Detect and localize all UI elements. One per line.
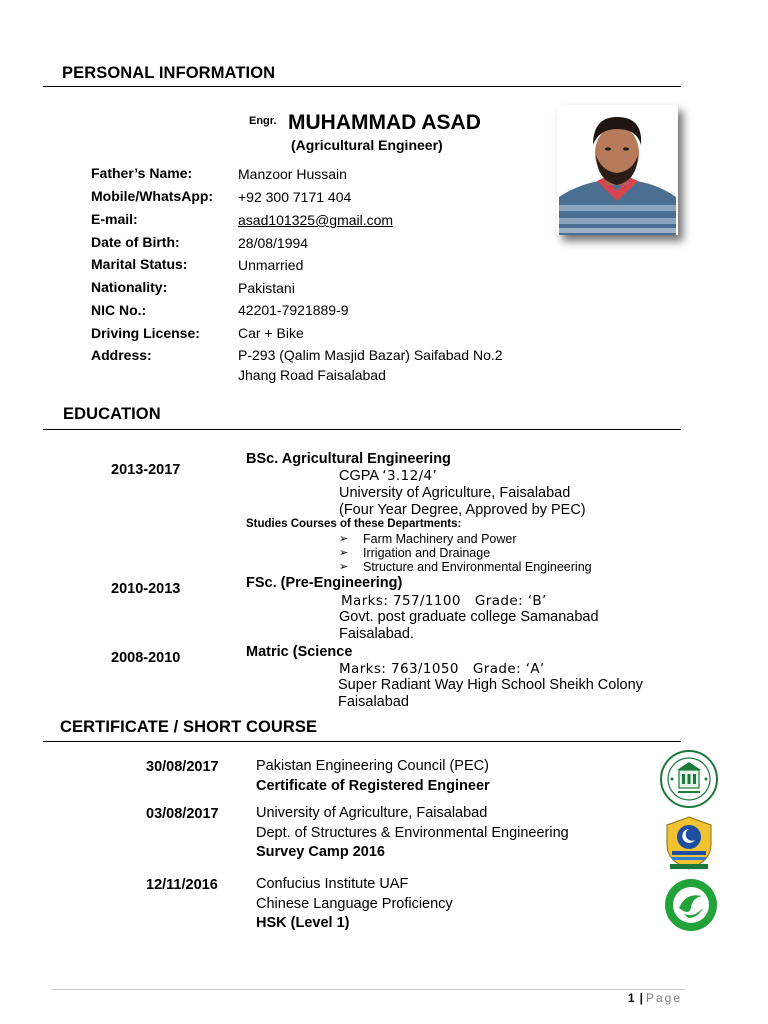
- section-heading-personal: PERSONAL INFORMATION: [62, 64, 276, 82]
- certificate-issuer: Confucius Institute UAF: [256, 876, 409, 892]
- label-fathers-name: Father’s Name:: [91, 165, 193, 181]
- page-number: 1: [627, 991, 637, 1005]
- section-divider: [43, 741, 681, 742]
- certificate-department: Dept. of Structures & Environmental Engineering: [256, 824, 569, 841]
- education-years-bsc: 2013-2017: [111, 462, 181, 478]
- value-dob: 28/08/1994: [238, 235, 309, 251]
- certificate-title: Certificate of Registered Engineer: [256, 777, 490, 794]
- arrow-bullet-icon: ➢: [339, 533, 349, 545]
- label-nic: NIC No.:: [91, 302, 147, 318]
- education-cgpa: [339, 468, 437, 484]
- education-marks-matric: Marks: 763/1050 Grade: ‘A’: [339, 661, 545, 677]
- uaf-logo-icon: [664, 815, 714, 871]
- certificate-date: 03/08/2017: [146, 806, 219, 822]
- footer-divider: [52, 989, 686, 990]
- value-fathers-name: Manzoor Hussain: [238, 166, 347, 182]
- education-note-bsc: (Four Year Degree, Approved by PEC): [339, 502, 586, 518]
- cgpa-label: CGPA: [339, 468, 379, 484]
- certificate-entry: [256, 875, 453, 934]
- section-divider: [43, 86, 681, 87]
- courses-heading: Studies Courses of these Departments:: [246, 518, 462, 530]
- education-institution-bsc: University of Agriculture, Faisalabad: [339, 485, 571, 501]
- education-degree-matric: Matric (Science: [246, 644, 353, 660]
- name-prefix: Engr.: [249, 115, 277, 127]
- cgpa-value: ‘3.12/4’: [382, 468, 438, 484]
- value-address-line1: P-293 (Qalim Masjid Bazar) Saifabad No.2: [238, 347, 503, 363]
- certificate-subject: Chinese Language Proficiency: [256, 895, 453, 912]
- education-degree-fsc: FSc. (Pre-Engineering): [246, 575, 403, 591]
- label-driving-license: Driving License:: [91, 325, 200, 341]
- value-address-line2: Jhang Road Faisalabad: [238, 367, 386, 383]
- section-divider: [43, 429, 681, 430]
- education-institution-matric: Super Radiant Way High School Sheikh Colony: [338, 677, 643, 693]
- certificate-title: Survey Camp 2016: [256, 844, 385, 860]
- candidate-title: (Agricultural Engineer): [291, 137, 443, 153]
- course-list-item: ➢ Farm Machinery and Power: [339, 532, 517, 546]
- certificate-date: 30/08/2017: [146, 759, 219, 775]
- page-footer: 1 | Page: [627, 991, 682, 1005]
- education-years-fsc: 2010-2013: [111, 581, 181, 597]
- value-nic: 42201-7921889-9: [238, 302, 349, 318]
- course-list-item: ➢ Irrigation and Drainage: [339, 546, 491, 560]
- arrow-bullet-icon: ➢: [339, 561, 349, 573]
- education-marks-fsc: Marks: 757/1100 Grade: ‘B’: [341, 593, 547, 609]
- certificate-issuer: Pakistan Engineering Council (PEC): [256, 758, 489, 774]
- value-email-link[interactable]: asad101325@gmail.com: [238, 212, 394, 228]
- label-dob: Date of Birth:: [91, 234, 180, 250]
- pec-logo-icon: [660, 750, 718, 808]
- certificate-issuer: University of Agriculture, Faisalabad: [256, 805, 488, 821]
- label-mobile: Mobile/WhatsApp:: [91, 188, 214, 204]
- label-address: Address:: [91, 347, 152, 363]
- certificate-entry: [256, 757, 490, 796]
- certificate-date: 12/11/2016: [146, 877, 218, 893]
- education-city-matric: Faisalabad: [338, 694, 409, 710]
- education-years-matric: 2008-2010: [111, 650, 181, 666]
- education-city-fsc: Faisalabad.: [339, 626, 414, 642]
- certificate-title: HSK (Level 1): [256, 915, 350, 931]
- section-heading-education: EDUCATION: [63, 405, 161, 423]
- value-mobile: +92 300 7171 404: [238, 189, 352, 205]
- value-nationality: Pakistani: [238, 280, 295, 296]
- label-email: E-mail:: [91, 211, 138, 227]
- candidate-name: MUHAMMAD ASAD: [288, 111, 481, 134]
- arrow-bullet-icon: ➢: [339, 547, 349, 559]
- value-marital-status: Unmarried: [238, 257, 304, 273]
- label-nationality: Nationality:: [91, 279, 168, 295]
- certificate-entry: [256, 804, 569, 863]
- education-degree-bsc: BSc. Agricultural Engineering: [246, 451, 451, 467]
- label-marital-status: Marital Status:: [91, 256, 188, 272]
- confucius-institute-logo-icon: [664, 878, 718, 932]
- course-list-item: ➢ Structure and Environmental Engineering: [339, 560, 592, 574]
- page-label: Page: [645, 991, 682, 1005]
- profile-photo: [557, 105, 678, 235]
- section-heading-certificate: CERTIFICATE / SHORT COURSE: [60, 718, 318, 736]
- education-institution-fsc: Govt. post graduate college Samanabad: [339, 609, 599, 625]
- value-driving-license: Car + Bike: [238, 325, 304, 341]
